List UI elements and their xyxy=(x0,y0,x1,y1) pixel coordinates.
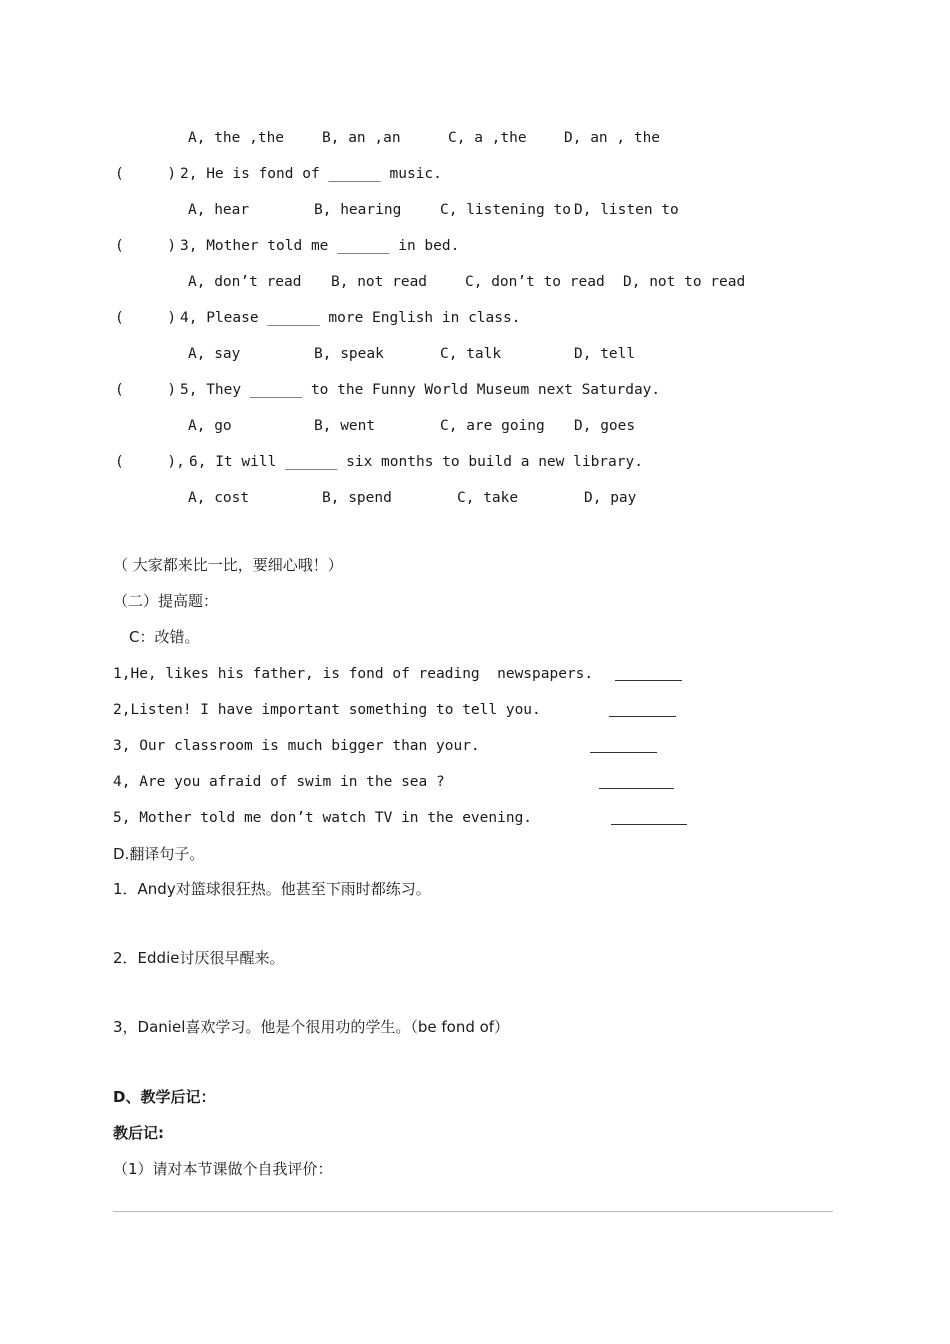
q2-option-c: C, listening to xyxy=(440,202,571,218)
correction-item-1: 1,He, likes his father, is fond of reading newspapers. xyxy=(113,666,594,682)
q5-option-d: D, goes xyxy=(574,418,636,434)
q4-option-a: A, say xyxy=(188,346,241,362)
correction-item-5: 5, Mother told me don’t watch TV in the evening. xyxy=(113,810,533,826)
q2-option-a: A, hear xyxy=(188,202,250,218)
encouragement-note: （ 大家都来比一比，要细心哦！） xyxy=(113,556,343,574)
q4-option-d: D, tell xyxy=(574,346,636,362)
q6-answer-bracket[interactable]: ( ), xyxy=(115,454,185,470)
correction-blank-5[interactable] xyxy=(611,824,687,825)
q5-answer-bracket[interactable]: ( ) xyxy=(115,382,177,398)
q6-option-c: C, take xyxy=(457,490,519,506)
q6-option-a: A, cost xyxy=(188,490,250,506)
q5-stem: 5, They ______ to the Funny World Museum next Saturday. xyxy=(180,382,661,398)
q2-answer-bracket[interactable]: ( ) xyxy=(115,166,177,182)
q1-option-b: B, an ,an xyxy=(322,130,401,146)
section2-title: （二）提高题： xyxy=(113,592,219,610)
q1-option-a: A, the ,the xyxy=(188,130,285,146)
q5-option-c: C, are going xyxy=(440,418,545,434)
translation-item-1: 1．Andy对篮球很狂热。他甚至下雨时都练习。 xyxy=(113,880,431,898)
q6-option-b: B, spend xyxy=(322,490,392,506)
correction-blank-2[interactable] xyxy=(609,716,676,717)
q2-option-d: D, listen to xyxy=(574,202,679,218)
q2-stem: 2, He is fond of ______ music. xyxy=(180,166,442,182)
q3-option-b: B, not read xyxy=(331,274,428,290)
q6-option-d: D, pay xyxy=(584,490,637,506)
correction-item-4: 4, Are you afraid of swim in the sea ? xyxy=(113,774,445,790)
q4-option-c: C, talk xyxy=(440,346,502,362)
correction-blank-1[interactable] xyxy=(615,680,682,681)
q3-option-d: D, not to read xyxy=(623,274,746,290)
postscript-title: D、教学后记： xyxy=(113,1088,216,1106)
part-c-title: C：改错。 xyxy=(129,628,200,646)
q5-option-b: B, went xyxy=(314,418,376,434)
correction-blank-3[interactable] xyxy=(590,752,657,753)
correction-item-3: 3, Our classroom is much bigger than your. xyxy=(113,738,480,754)
q3-answer-bracket[interactable]: ( ) xyxy=(115,238,177,254)
q1-option-c: C, a ,the xyxy=(448,130,527,146)
translation-item-2: 2．Eddie讨厌很早醒来。 xyxy=(113,949,285,967)
q6-stem: 6, It will ______ six months to build a new library. xyxy=(189,454,643,470)
q1-option-d: D, an , the xyxy=(564,130,661,146)
self-evaluation-prompt: （1）请对本节课做个自我评价： xyxy=(113,1160,333,1178)
correction-blank-4[interactable] xyxy=(599,788,674,789)
answer-line-divider xyxy=(113,1211,833,1212)
q5-option-a: A, go xyxy=(188,418,232,434)
part-d-title: D.翻译句子。 xyxy=(113,845,205,863)
q4-answer-bracket[interactable]: ( ) xyxy=(115,310,177,326)
afterclass-title: 教后记: xyxy=(113,1124,164,1142)
correction-item-2: 2,Listen! I have important something to tell you. xyxy=(113,702,541,718)
q3-stem: 3, Mother told me ______ in bed. xyxy=(180,238,460,254)
q3-option-c: C, don’t to read xyxy=(465,274,605,290)
q4-option-b: B, speak xyxy=(314,346,384,362)
q3-option-a: A, don’t read xyxy=(188,274,302,290)
q4-stem: 4, Please ______ more English in class. xyxy=(180,310,521,326)
q2-option-b: B, hearing xyxy=(314,202,402,218)
translation-item-3: 3，Daniel喜欢学习。他是个很用功的学生。（be fond of） xyxy=(113,1018,510,1036)
